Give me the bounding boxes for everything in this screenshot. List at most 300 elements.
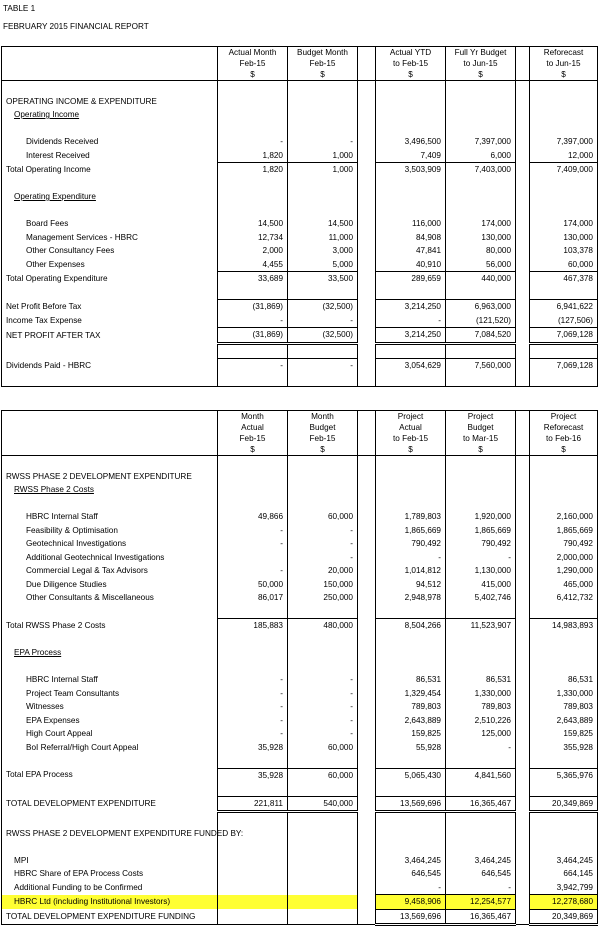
row-label: Other Consultancy Fees [2,244,218,258]
value-cell [218,190,288,204]
gap-cell [516,605,530,619]
value-cell [446,343,516,359]
gap-cell [516,373,530,387]
gap-cell [358,812,376,827]
value-cell: 789,803 [376,700,446,714]
value-cell [218,646,288,660]
value-cell: 20,349,869 [530,796,598,812]
value-cell [446,840,516,854]
value-cell: 103,378 [530,244,598,258]
header-cell: Full Yr Budget [446,47,516,59]
table-row [2,895,598,910]
header-row [2,433,598,444]
gap-cell [358,58,376,69]
value-cell [288,177,358,191]
value-cell [530,108,598,122]
row-label: Total RWSS Phase 2 Costs [2,619,218,633]
value-cell [288,483,358,497]
gap-cell [516,497,530,511]
value-cell: 1,865,669 [376,524,446,538]
row-label [2,840,218,854]
table-row [2,673,598,687]
table-row [2,578,598,592]
table-row [2,687,598,701]
row-label [2,754,218,768]
gap-cell [516,204,530,218]
value-cell [446,108,516,122]
value-cell [530,812,598,827]
row-label [2,286,218,300]
value-cell: 7,560,000 [446,359,516,373]
gap-cell [516,854,530,868]
value-cell: - [218,135,288,149]
header-cell: Feb-15 [288,433,358,444]
value-cell: 86,531 [530,673,598,687]
value-cell [530,343,598,359]
value-cell: 174,000 [446,217,516,231]
gap-cell [358,578,376,592]
value-cell: 33,500 [288,272,358,286]
value-cell: 86,531 [376,673,446,687]
value-cell: 5,365,976 [530,768,598,782]
gap-cell [516,258,530,272]
value-cell [376,754,446,768]
row-label [2,122,218,136]
value-cell [376,177,446,191]
row-label: TOTAL DEVELOPMENT EXPENDITURE FUNDING [2,909,218,925]
value-cell: 1,820 [218,149,288,163]
header-cell: Budget [288,422,358,433]
value-cell: 1,000 [288,149,358,163]
value-cell: - [218,687,288,701]
gap-cell [516,812,530,827]
value-cell [376,827,446,841]
row-label: RWSS PHASE 2 DEVELOPMENT EXPENDITURE [2,470,218,484]
value-cell [376,108,446,122]
value-cell: 116,000 [376,217,446,231]
row-label: Additional Funding to be Confirmed [2,881,218,895]
gap-cell [516,909,530,925]
value-cell: 7,397,000 [446,135,516,149]
header-cell [2,47,218,59]
row-label [2,177,218,191]
gap-cell [358,422,376,433]
value-cell: 7,069,128 [530,359,598,373]
value-cell [446,286,516,300]
value-cell: 664,145 [530,867,598,881]
value-cell: 56,000 [446,258,516,272]
value-cell [530,286,598,300]
table-row [2,122,598,136]
value-cell: - [218,564,288,578]
gap-cell [358,272,376,286]
value-cell: 5,402,746 [446,591,516,605]
gap-cell [358,909,376,925]
value-cell: 7,397,000 [530,135,598,149]
value-cell [218,456,288,470]
gap-cell [358,537,376,551]
gap-cell [516,700,530,714]
value-cell: 49,866 [218,510,288,524]
value-cell [530,605,598,619]
row-label [2,782,218,796]
value-cell [288,895,358,910]
value-cell: 2,643,889 [530,714,598,728]
gap-cell [358,343,376,359]
value-cell: 94,512 [376,578,446,592]
value-cell: 12,254,577 [446,895,516,910]
value-cell: 1,014,812 [376,564,446,578]
gap-cell [358,204,376,218]
value-cell: 1,130,000 [446,564,516,578]
row-label: Dividends Paid - HBRC [2,359,218,373]
gap-cell [358,231,376,245]
value-cell [376,812,446,827]
value-cell [288,190,358,204]
value-cell [530,190,598,204]
value-cell [288,660,358,674]
value-cell: 3,464,245 [376,854,446,868]
value-cell: - [288,314,358,328]
value-cell [288,812,358,827]
header-cell: to Jun-15 [530,58,598,69]
table-row [2,867,598,881]
value-cell: 1,865,669 [446,524,516,538]
value-cell [446,373,516,387]
gap-cell [516,95,530,109]
value-cell: 11,523,907 [446,619,516,633]
report-title: FEBRUARY 2015 FINANCIAL REPORT [3,22,149,31]
header-cell [2,58,218,69]
header-cell: to Jun-15 [446,58,516,69]
row-label: Project Team Consultants [2,687,218,701]
value-cell: - [288,537,358,551]
value-cell [446,782,516,796]
table-row [2,328,598,344]
header-cell: $ [288,69,358,81]
value-cell [218,343,288,359]
value-cell: 13,569,696 [376,796,446,812]
gap-cell [358,444,376,456]
value-cell [530,782,598,796]
value-cell: 35,928 [218,741,288,755]
value-cell [218,95,288,109]
table-row [2,768,598,782]
value-cell [376,840,446,854]
gap-cell [358,497,376,511]
value-cell [530,483,598,497]
gap-cell [516,422,530,433]
gap-cell [358,827,376,841]
header-cell: to Feb-15 [376,58,446,69]
table-row [2,497,598,511]
value-cell [530,122,598,136]
gap-cell [516,149,530,163]
row-label: Net Profit Before Tax [2,300,218,314]
value-cell: 20,000 [288,564,358,578]
value-cell [446,190,516,204]
value-cell: 14,500 [288,217,358,231]
value-cell: 2,160,000 [530,510,598,524]
value-cell: - [288,687,358,701]
value-cell: 185,883 [218,619,288,633]
row-label [2,456,218,470]
value-cell [530,95,598,109]
table-row [2,619,598,633]
value-cell: 40,910 [376,258,446,272]
value-cell: 465,000 [530,578,598,592]
gap-cell [516,768,530,782]
table-row [2,108,598,122]
gap-cell [358,840,376,854]
value-cell: 540,000 [288,796,358,812]
table-row [2,204,598,218]
value-cell [376,190,446,204]
value-cell [530,497,598,511]
gap-cell [358,524,376,538]
gap-cell [516,444,530,456]
table-row [2,135,598,149]
row-label: Interest Received [2,149,218,163]
value-cell [218,854,288,868]
value-cell: 14,983,893 [530,619,598,633]
row-label: Total EPA Process [2,768,218,782]
value-cell: 60,000 [288,510,358,524]
gap-cell [516,433,530,444]
header-cell: Project [530,411,598,423]
gap-cell [358,687,376,701]
value-cell [376,122,446,136]
gap-cell [358,660,376,674]
row-label: OPERATING INCOME & EXPENDITURE [2,95,218,109]
value-cell: 9,458,906 [376,895,446,910]
value-cell [376,633,446,647]
value-cell [218,108,288,122]
gap-cell [358,433,376,444]
value-cell [446,646,516,660]
value-cell: 2,948,978 [376,591,446,605]
value-cell: 6,000 [446,149,516,163]
header-cell: Actual YTD [376,47,446,59]
table-row [2,272,598,286]
gap-cell [516,537,530,551]
gap-cell [358,867,376,881]
value-cell [218,812,288,827]
gap-cell [358,135,376,149]
table-row [2,470,598,484]
value-cell [446,122,516,136]
header-cell: $ [218,444,288,456]
value-cell: 2,000,000 [530,551,598,565]
value-cell: 7,409,000 [530,163,598,177]
gap-cell [358,177,376,191]
value-cell: 3,054,629 [376,359,446,373]
gap-cell [516,135,530,149]
row-label [2,343,218,359]
gap-cell [516,782,530,796]
gap-cell [516,673,530,687]
gap-cell [358,881,376,895]
row-label: HBRC Share of EPA Process Costs [2,867,218,881]
value-cell: - [288,359,358,373]
value-cell: 150,000 [288,578,358,592]
value-cell: 6,412,732 [530,591,598,605]
value-cell [530,827,598,841]
gap-cell [516,108,530,122]
value-cell [288,605,358,619]
value-cell: 5,065,430 [376,768,446,782]
value-cell [288,343,358,359]
row-label: Commercial Legal & Tax Advisors [2,564,218,578]
value-cell: 790,492 [530,537,598,551]
value-cell [288,909,358,925]
value-cell [288,470,358,484]
header-row [2,422,598,433]
value-cell [446,812,516,827]
header-cell: Feb-15 [218,58,288,69]
gap-cell [516,244,530,258]
table-row [2,881,598,895]
value-cell: - [288,727,358,741]
table-row [2,754,598,768]
value-cell: 480,000 [288,619,358,633]
table-row [2,605,598,619]
value-cell: 84,908 [376,231,446,245]
gap-cell [358,796,376,812]
value-cell [288,204,358,218]
value-cell: 20,349,869 [530,909,598,925]
value-cell: 3,942,799 [530,881,598,895]
gap-cell [516,867,530,881]
header-cell: $ [218,69,288,81]
value-cell [218,373,288,387]
value-cell: 130,000 [530,231,598,245]
value-cell: 4,455 [218,258,288,272]
value-cell [218,497,288,511]
value-cell [218,177,288,191]
value-cell: 1,789,803 [376,510,446,524]
value-cell: 7,409 [376,149,446,163]
row-label: TOTAL DEVELOPMENT EXPENDITURE [2,796,218,812]
value-cell: 4,841,560 [446,768,516,782]
header-cell: $ [446,69,516,81]
value-cell: 6,963,000 [446,300,516,314]
value-cell: 16,365,467 [446,909,516,925]
value-cell: (121,520) [446,314,516,328]
row-label: MPI [2,854,218,868]
gap-cell [358,190,376,204]
header-cell: Actual Month [218,47,288,59]
gap-cell [516,741,530,755]
gap-cell [516,578,530,592]
value-cell: - [218,673,288,687]
value-cell: 60,000 [288,741,358,755]
value-cell: 50,000 [218,578,288,592]
value-cell [218,470,288,484]
value-cell: 125,000 [446,727,516,741]
value-cell [288,497,358,511]
value-cell [446,177,516,191]
value-cell: - [218,359,288,373]
header-cell: $ [530,69,598,81]
row-label: Due Diligence Studies [2,578,218,592]
header-cell [2,433,218,444]
value-cell [530,646,598,660]
value-cell [376,95,446,109]
gap-cell [358,754,376,768]
gap-cell [358,605,376,619]
value-cell [446,827,516,841]
gap-cell [516,81,530,95]
header-row [2,444,598,456]
gap-cell [358,741,376,755]
table-row [2,524,598,538]
gap-cell [516,827,530,841]
row-label: RWSS Phase 2 Costs [2,483,218,497]
development-table [1,410,598,926]
value-cell: 355,928 [530,741,598,755]
gap-cell [358,81,376,95]
value-cell: 3,496,500 [376,135,446,149]
row-label: HBRC Internal Staff [2,673,218,687]
gap-cell [516,122,530,136]
value-cell: 7,403,000 [446,163,516,177]
table-row [2,456,598,470]
value-cell: 646,545 [446,867,516,881]
header-cell: Month [218,411,288,423]
value-cell: - [218,314,288,328]
value-cell: (31,869) [218,328,288,344]
value-cell: 3,464,245 [530,854,598,868]
table-row [2,177,598,191]
table-row [2,95,598,109]
gap-cell [358,700,376,714]
value-cell [288,782,358,796]
value-cell: (32,500) [288,328,358,344]
value-cell [218,122,288,136]
row-label: Other Consultants & Miscellaneous [2,591,218,605]
gap-cell [516,328,530,344]
value-cell [530,754,598,768]
row-label: RWSS PHASE 2 DEVELOPMENT EXPENDITURE FUNDED BY: [2,827,218,841]
table-row [2,537,598,551]
value-cell [288,867,358,881]
table-row [2,149,598,163]
value-cell: 3,000 [288,244,358,258]
operating-table [1,46,598,387]
header-cell: Reforecast [530,47,598,59]
value-cell [218,660,288,674]
value-cell [530,177,598,191]
row-label: BoI Referral/High Court Appeal [2,741,218,755]
table-row [2,782,598,796]
gap-cell [516,314,530,328]
value-cell [288,81,358,95]
value-cell [218,909,288,925]
table-row [2,163,598,177]
value-cell [530,633,598,647]
value-cell [446,81,516,95]
value-cell [376,470,446,484]
value-cell [530,470,598,484]
gap-cell [516,359,530,373]
table-row [2,258,598,272]
value-cell: 13,569,696 [376,909,446,925]
value-cell: 790,492 [446,537,516,551]
value-cell: 33,689 [218,272,288,286]
header-row [2,58,598,69]
header-cell: Budget [446,422,516,433]
